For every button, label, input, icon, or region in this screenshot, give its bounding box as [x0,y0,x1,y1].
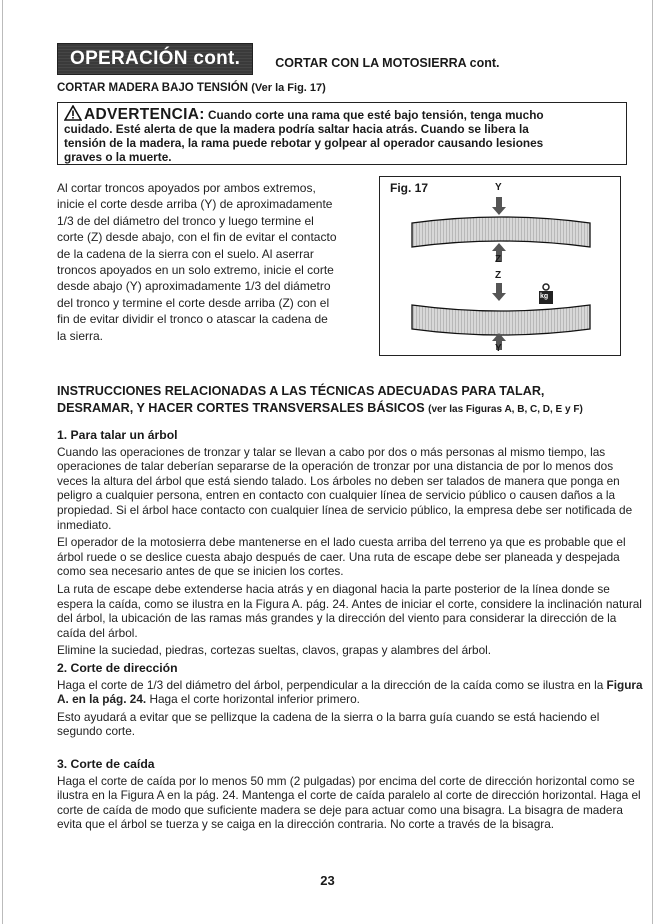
step-2-paragraph-1 [57,678,647,707]
intro-line: inicie el corte desde arriba (Y) de aproximadamente [57,197,333,212]
step-2-figure-ref: Figura A. en la pág. 24. [57,677,643,707]
step-1-paragraph-1: Cuando las operaciones de tronzar y talar se llevan a cabo por dos o más personas al mismo tiempo, las operaciones de talar deberían separarse de la operación de tronzar por una distancia de por lo menos dos veces la altura del árbol que está siendo talado. Los árboles no deben ser talados de manera que ponga en peligro a cualquier persona, entren en contacto con cualquier línea de servicio público o causen daños a la propiedad. Si el árbol hace contacto con cualquier línea de servicio público, la empresa debe ser notificada de inmediato. [57,444,633,532]
step-2-text-end: Haga el corte horizontal inferior primero. [146,692,360,707]
step-1-title: 1. Para talar un árbol [57,428,178,442]
log-2 [412,305,590,335]
step-1-paragraph-2: El operador de la motosierra debe mantenerse en el lado cuesta arriba del terreno ya que es probable que el árbol ruede o se deslice cuesta abajo después de caer. Una ruta de escape debe ser planeada y despejada como sea necesario antes de que se inicien los cortes. [57,535,626,579]
warning-lead: Cuando corte una rama que esté bajo tensión, tenga mucho [204,108,544,122]
step-2-title: 2. Corte de dirección [57,661,178,675]
figure-17-illustration [380,177,622,357]
step-2-text: Haga el corte de 1/3 del diámetro del árbol, perpendicular a la dirección de la caída como se ilustra en la [57,677,607,692]
step-3-paragraph-1: Haga el corte de caída por lo menos 50 mm (2 pulgadas) por encima del corte de dirección horizontal como se ilustra en la Figura A en la pág. 24. Mantenga el corte de caída paralelo al corte de dirección horizontal. Haga el corte de caída de modo que suficiente madera se deje para actuar como una bisagra. La bisagra de madera evita que el árbol se tuerza y se caiga en la dirección contraria. No corte a través de la bisagra. [57,773,641,832]
warning-line-3: tensión de la madera, la rama puede rebotar y golpear al operador causando lesiones [64,136,544,150]
page-number: 23 [320,873,335,888]
section-heading-line-2: DESRAMAR, Y HACER CORTES TRANSVERSALES BÁSICOS [57,401,425,415]
intro-line: corte (Z) desde abajo, con el fin de evitar el contacto [57,230,337,245]
page-edge-left [2,0,3,924]
warning-line-2: cuidado. Esté alerta de que la madera podría saltar hacia atrás. Cuando se libera la [64,122,529,136]
intro-line: Al cortar troncos apoyados por ambos extremos, [57,181,316,195]
warning-triangle-icon [64,105,82,121]
figure-label: Fig. 17 [390,181,429,195]
cut-label-y-top: Y [495,182,502,193]
intro-line: la sierra. [57,328,104,343]
cut-label-z-bottom: Z [495,254,502,265]
section-heading-line-1: INSTRUCCIONES RELACIONADAS A LAS TÉCNICAS ADECUADAS PARA TALAR, [57,384,545,398]
warning-box [57,102,627,165]
intro-line: 1/3 de del diámetro del tronco y luego termine el [57,213,314,228]
intro-line: fin de evitar dividir el tronco o atascar la cadena de [57,312,328,327]
cut-label-z-top: Z [495,270,502,281]
step-1-paragraph-3: La ruta de escape debe extenderse hacia atrás y en diagonal hacia la parte posterior de la línea donde se espera la caída, como se ilustra en la Figura A. pág. 24. Antes de iniciar el corte, considere la inclinación natural del árbol, la ubicación de las ramas más grandes y la dirección del viento para considerar la dirección de la caída del árbol. [57,581,642,640]
step-1 [57,428,647,661]
step-1-paragraph-4: Elimine la suciedad, piedras, cortezas sueltas, clavos, grapas y alambres del árbol. [57,643,492,658]
intro-line: desde abajo (Y) aproximadamente 1/3 del diámetro [57,279,331,294]
arrow-up-icon [492,243,506,251]
section-figure-ref: (ver las Figuras A, B, C, D, E y F) [428,404,583,415]
cut-label-y-bottom: Y [495,343,502,354]
step-3-title: 3. Corte de caída [57,757,155,771]
subsection-title-text: CORTAR MADERA BAJO TENSIÓN [57,82,249,94]
log-1 [412,217,590,247]
subsection-title [57,82,326,94]
page-header [57,42,500,76]
header-title: CORTAR CON LA MOTOSIERRA cont. [275,56,500,70]
figure-17 [379,176,621,356]
intro-line: de la cadena de la sierra con el suelo. Al aserrar [57,246,314,261]
step-2 [57,661,647,742]
arrow-down-icon [492,293,506,301]
intro-line: del tronco y termine el corte desde arriba (Z) con el [57,295,330,310]
arrow-down-icon [492,207,506,215]
section-heading [57,383,647,418]
intro-paragraph [57,180,367,344]
weight-label: kg [540,293,549,300]
subsection-figure-ref: (Ver la Fig. 17) [251,82,326,94]
step-2-paragraph-2: Esto ayudará a evitar que se pellizque la cadena de la sierra o la barra guía cuando se está haciendo el segundo corte. [57,709,600,739]
intro-line: troncos apoyados en un solo extremo, inicie el corte [57,263,334,278]
section-badge: OPERACIÓN cont. [57,43,253,75]
step-3 [57,757,647,835]
warning-heading: ADVERTENCIA: [84,106,205,123]
page-edge-right [652,0,653,924]
warning-line-4: graves o la muerte. [64,150,172,164]
